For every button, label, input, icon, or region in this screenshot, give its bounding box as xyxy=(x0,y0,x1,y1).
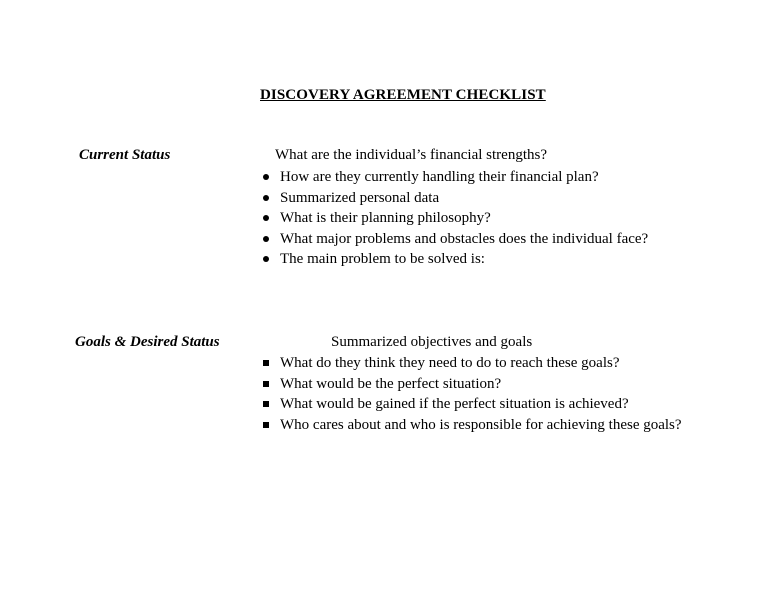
bullet-dot-icon xyxy=(263,256,269,262)
section-intro-current-status: What are the individual’s financial strengths? xyxy=(275,147,547,163)
list-item: What would be gained if the perfect situation is achieved? xyxy=(260,394,710,415)
bullet-square-icon xyxy=(263,422,269,428)
list-item: What do they think they need to do to reach these goals? xyxy=(260,353,710,374)
goals-list xyxy=(260,353,710,435)
list-item: How are they currently handling their financial plan? xyxy=(260,167,680,188)
list-item: Summarized personal data xyxy=(260,188,680,209)
list-item: The main problem to be solved is: xyxy=(260,249,680,270)
section-label-current-status: Current Status xyxy=(79,147,171,163)
list-item: Who cares about and who is responsible for achieving these goals? xyxy=(260,415,710,436)
document-title: DISCOVERY AGREEMENT CHECKLIST xyxy=(260,87,546,103)
bullet-dot-icon xyxy=(263,195,269,201)
bullet-dot-icon xyxy=(263,236,269,242)
section-label-goals-desired-status: Goals & Desired Status xyxy=(75,334,220,350)
list-item: What would be the perfect situation? xyxy=(260,374,710,395)
bullet-dot-icon xyxy=(263,215,269,221)
bullet-square-icon xyxy=(263,401,269,407)
section-intro-goals: Summarized objectives and goals xyxy=(331,334,533,350)
bullet-square-icon xyxy=(263,381,269,387)
list-item: What is their planning philosophy? xyxy=(260,208,680,229)
current-status-list xyxy=(260,167,680,270)
list-item: What major problems and obstacles does the individual face? xyxy=(260,229,680,250)
bullet-dot-icon xyxy=(263,174,269,180)
bullet-square-icon xyxy=(263,360,269,366)
